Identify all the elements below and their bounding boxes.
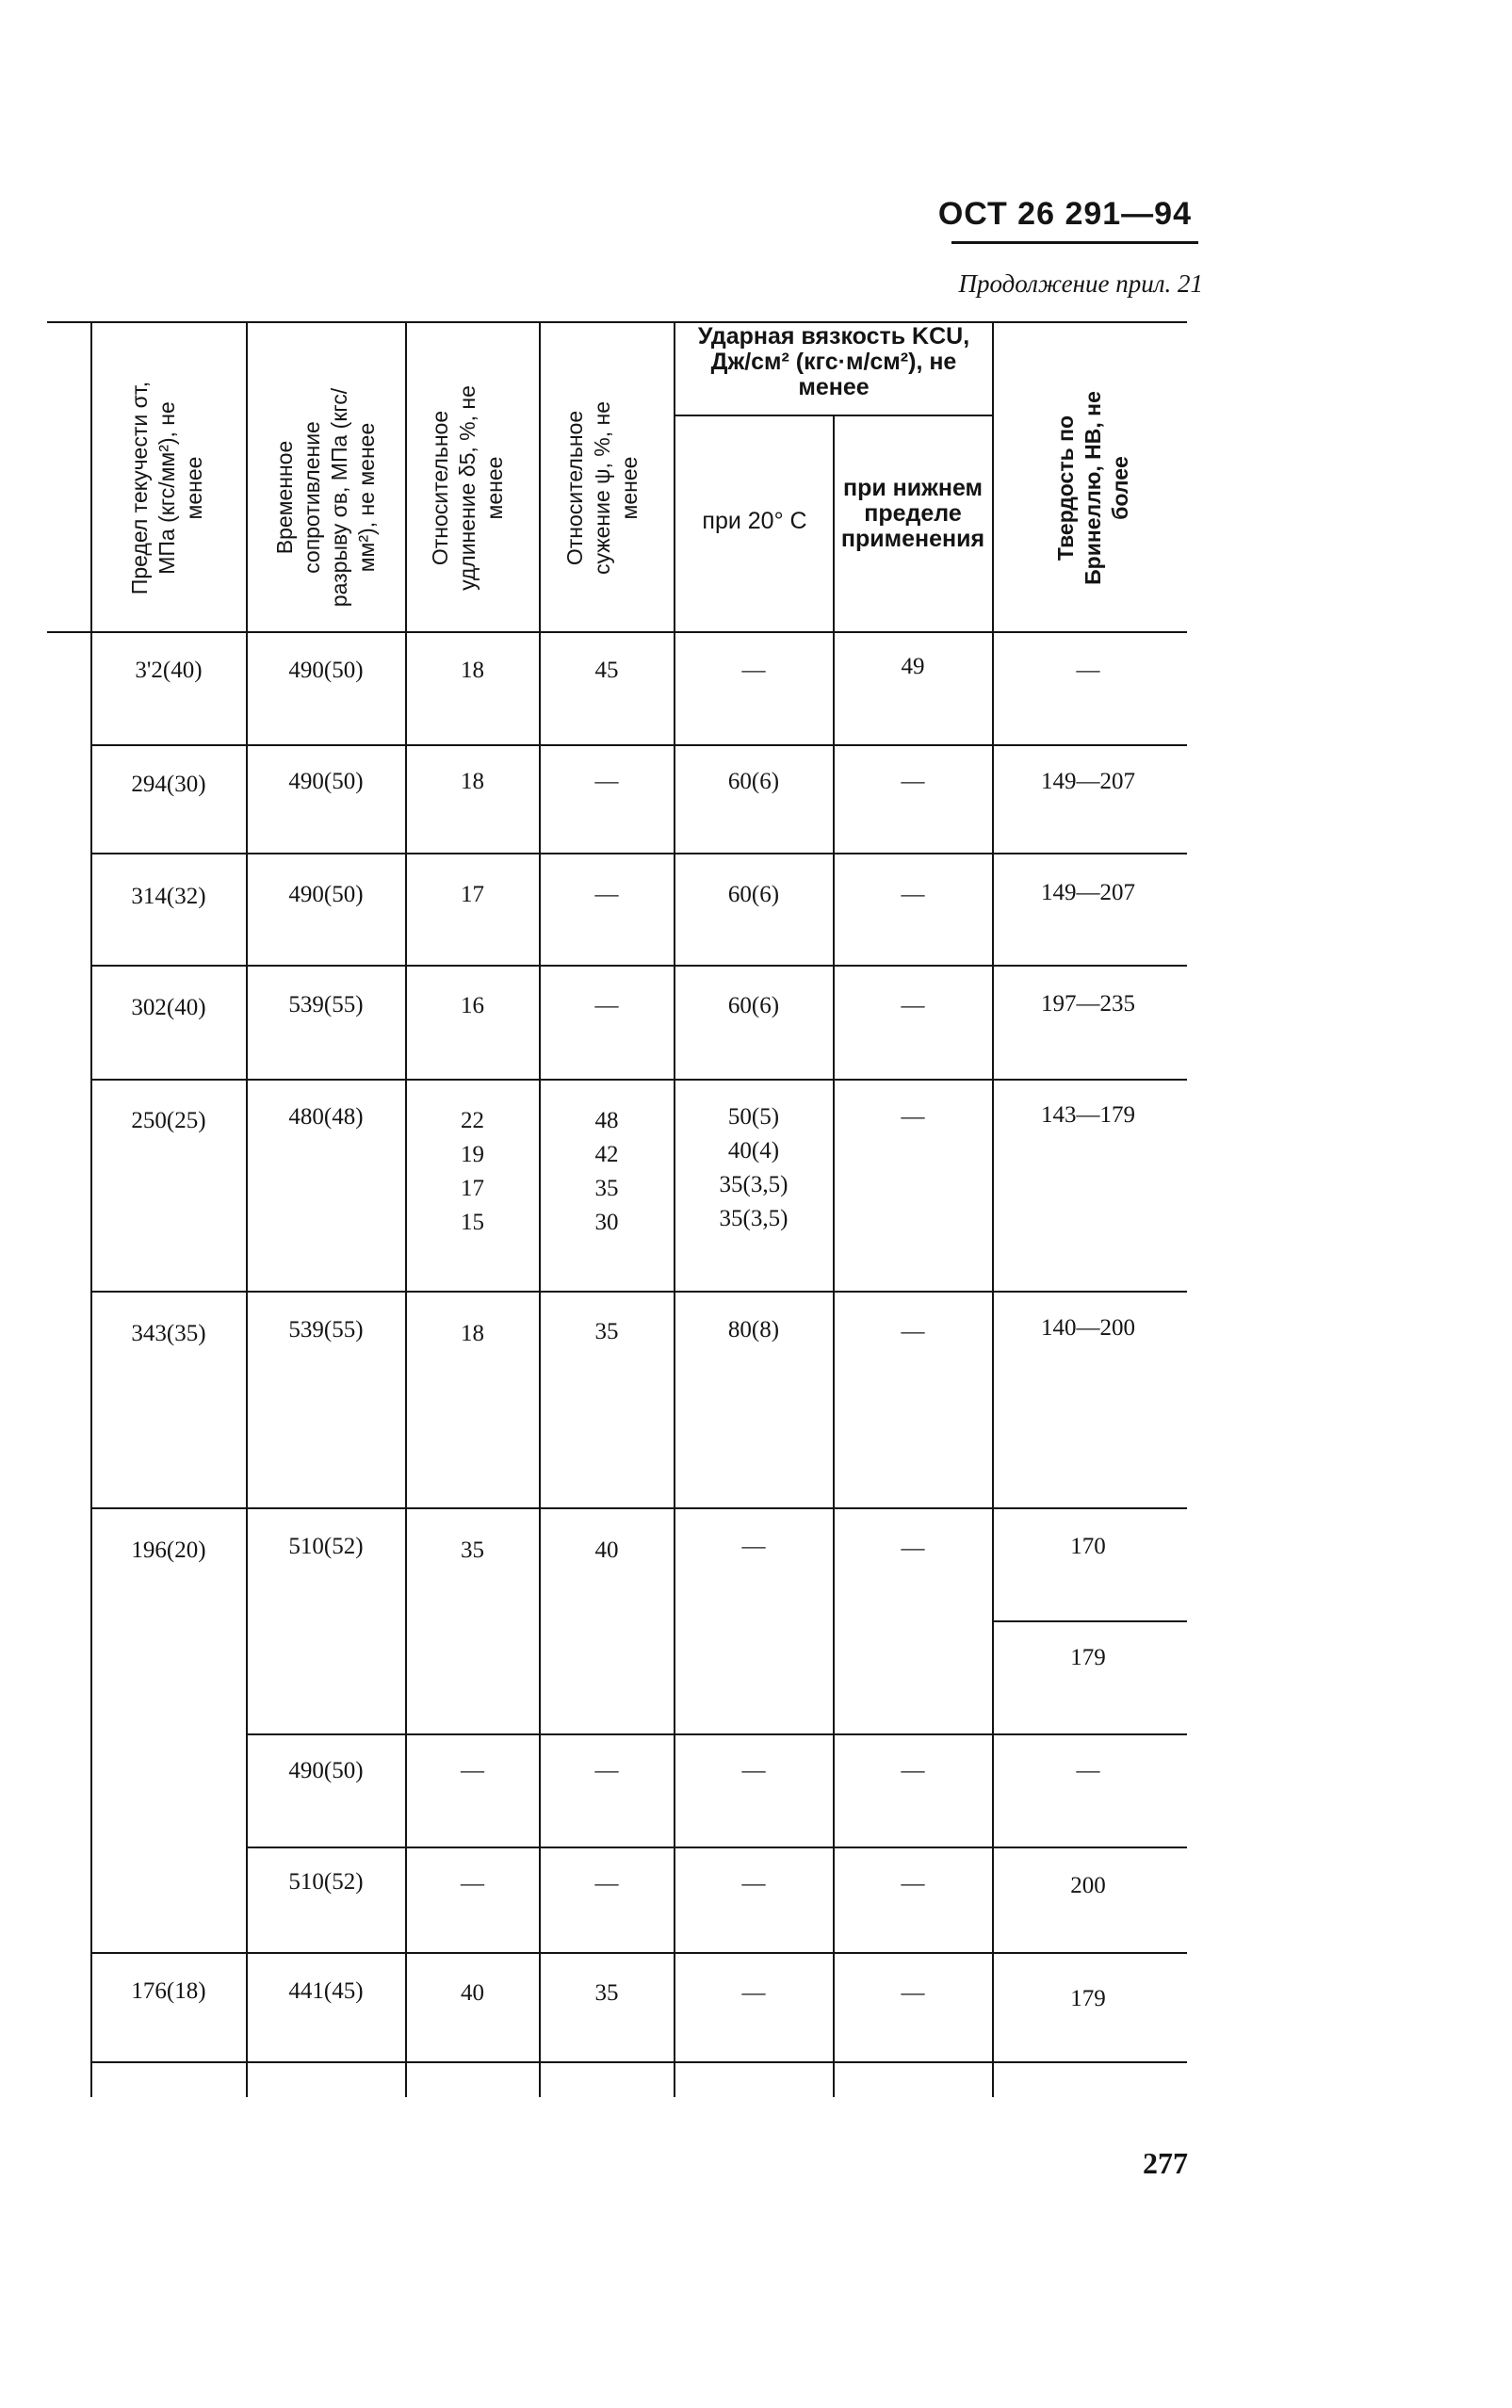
- page-number: 277: [1143, 2146, 1188, 2180]
- header-reduction: Относительное сужение ψ, %, не менее: [562, 400, 642, 576]
- cell-tensile: 539(55): [288, 1317, 364, 1342]
- cell-hardness: 149—207: [1041, 769, 1135, 794]
- cell-reduction: —: [594, 769, 619, 794]
- cell-reduction: 48 42 35 30: [594, 1108, 619, 1235]
- cell-impact-low: —: [901, 993, 925, 1018]
- row-rule: [90, 965, 1187, 967]
- cell-impact-20: 80(8): [727, 1317, 780, 1342]
- cell-hardness: 149—207: [1041, 880, 1135, 905]
- cell-tensile: 510(52): [288, 1869, 364, 1895]
- standard-underline: [951, 241, 1198, 244]
- cell-reduction: —: [594, 1758, 619, 1783]
- cell-tensile: 490(50): [288, 769, 364, 794]
- cell-yield: 294(30): [131, 772, 206, 797]
- cell-impact-low: —: [901, 1871, 925, 1896]
- cell-yield: 250(25): [131, 1108, 206, 1133]
- cell-elongation: —: [461, 1758, 484, 1783]
- cell-elongation: 16: [461, 993, 484, 1018]
- cell-impact-low: —: [901, 882, 925, 907]
- cell-hardness: 179: [1070, 1645, 1106, 1670]
- cell-tensile: 490(50): [288, 1758, 364, 1783]
- header-yield: Предел текучести σт, МПа (кгс/мм²), не менее: [127, 381, 206, 595]
- header-impact-low: при нижнем пределе применения: [840, 475, 985, 552]
- cell-tensile: 490(50): [288, 658, 364, 683]
- cell-hardness: 143—179: [1041, 1102, 1135, 1128]
- cell-impact-low: —: [901, 769, 925, 794]
- cell-reduction: 45: [594, 658, 619, 683]
- cell-hardness: 140—200: [1041, 1315, 1135, 1341]
- cell-elongation: 18: [461, 658, 484, 683]
- cell-hardness: 200: [1070, 1873, 1106, 1898]
- cell-impact-20: —: [741, 1758, 766, 1783]
- cell-impact-20: —: [741, 1534, 766, 1559]
- row-rule: [992, 1620, 1187, 1622]
- cell-reduction: —: [594, 993, 619, 1018]
- cell-impact-low: —: [901, 1104, 925, 1130]
- cell-reduction: 40: [594, 1538, 619, 1563]
- cell-impact-20: —: [741, 1980, 766, 2006]
- cell-hardness: —: [1076, 658, 1100, 683]
- cell-impact-20: 60(6): [727, 882, 780, 907]
- cell-yield: 314(32): [131, 884, 206, 909]
- cell-elongation: 17: [461, 882, 484, 907]
- cell-impact-20: 60(6): [727, 993, 780, 1018]
- cell-elongation: 18: [461, 1321, 484, 1346]
- cell-impact-low: —: [901, 1536, 925, 1561]
- column-border: [90, 321, 92, 2097]
- cell-impact-20: 50(5) 40(4) 35(3,5) 35(3,5): [719, 1104, 789, 1231]
- cell-yield: 343(35): [131, 1321, 206, 1346]
- cell-hardness: —: [1076, 1758, 1100, 1783]
- cell-elongation: 18: [461, 769, 484, 794]
- cell-impact-20: 60(6): [727, 769, 780, 794]
- row-rule: [90, 1952, 1187, 1954]
- standard-number: ОСТ 26 291—94: [937, 196, 1192, 232]
- row-rule: [90, 1079, 1187, 1081]
- header-impact-group: Ударная вязкость KCU, Дж/см² (кгс·м/см²), не менее: [697, 323, 970, 400]
- cell-reduction: —: [594, 1871, 619, 1896]
- cell-yield: 3'2(40): [135, 658, 203, 683]
- cell-impact-low: —: [901, 1758, 925, 1783]
- header-bottom-rule: [47, 631, 1187, 633]
- column-border: [992, 321, 994, 2097]
- header-elongation: Относительное удлинение δ5, %, не менее: [428, 385, 507, 591]
- header-hardness: Твердость по Бринеллю, НВ, не более: [1053, 391, 1132, 585]
- header-tensile: Временное сопротивление разрыву σв, МПа (кгс/мм²), не менее: [272, 387, 379, 608]
- cell-impact-low: 49: [901, 654, 925, 679]
- column-border: [246, 321, 248, 2097]
- row-rule: [90, 744, 1187, 746]
- cell-tensile: 539(55): [288, 992, 364, 1017]
- cell-yield: 176(18): [131, 1978, 206, 2004]
- row-rule: [90, 1291, 1187, 1293]
- cell-impact-low: —: [901, 1319, 925, 1344]
- cell-yield: 196(20): [131, 1538, 206, 1563]
- row-rule: [90, 1507, 1187, 1509]
- cell-reduction: 35: [594, 1980, 619, 2006]
- cell-reduction: 35: [594, 1319, 619, 1344]
- cell-tensile: 480(48): [288, 1104, 364, 1130]
- cell-reduction: —: [594, 882, 619, 907]
- header-impact-20: при 20° С: [702, 508, 807, 534]
- cell-hardness: 197—235: [1041, 991, 1135, 1017]
- row-rule: [246, 1847, 1187, 1848]
- cell-elongation: 35: [461, 1538, 484, 1563]
- cell-tensile: 441(45): [288, 1978, 364, 2004]
- row-rule: [90, 2061, 1187, 2063]
- cell-hardness: 170: [1070, 1534, 1106, 1559]
- cell-elongation: 40: [461, 1980, 484, 2006]
- cell-elongation: —: [461, 1871, 484, 1896]
- continuation-note: Продолжение прил. 21: [958, 269, 1203, 298]
- cell-yield: 302(40): [131, 995, 206, 1020]
- cell-hardness: 179: [1070, 1986, 1106, 2011]
- cell-impact-20: —: [741, 658, 766, 683]
- cell-tensile: 490(50): [288, 882, 364, 907]
- table-top-rule: [47, 321, 1187, 323]
- cell-impact-low: —: [901, 1980, 925, 2006]
- cell-impact-20: —: [741, 1871, 766, 1896]
- cell-tensile: 510(52): [288, 1534, 364, 1559]
- row-rule: [90, 853, 1187, 854]
- row-rule: [246, 1733, 1187, 1735]
- cell-elongation: 22 19 17 15: [461, 1108, 484, 1235]
